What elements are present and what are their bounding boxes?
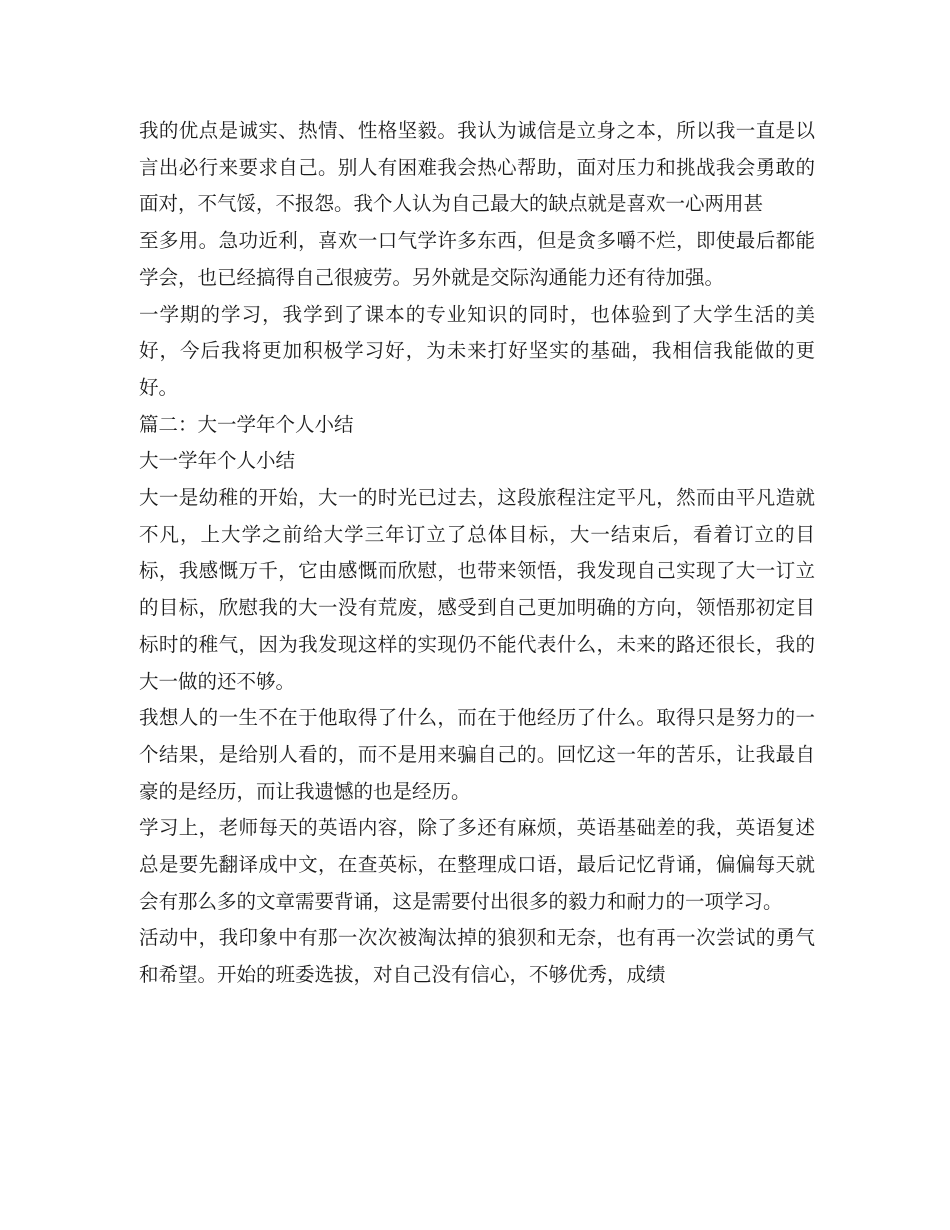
section-heading: 篇二：大一学年个人小结 [139,412,354,436]
paragraph-semester-summary: 一学期的学习，我学到了课本的专业知识的同时，也体验到了大学生活的美好，今后我将更加积极学习好，为未来打好坚实的基础，我相信我能做的更好。 [139,302,815,399]
paragraph-activities: 活动中，我印象中有那一次次被淘汰掉的狼狈和无奈，也有再一次尝试的勇气和希望。开始的班委选拔，对自己没有信心，不够优秀，成绩 [139,926,815,987]
paragraph-strengths: 我的优点是诚实、热情、性格坚毅。我认为诚信是立身之本，所以我一直是以言出必行来要求自己。别人有困难我会热心帮助，面对压力和挑战我会勇敢的面对，不气馁，不报怨。我个人认为自己最大的缺点就是喜欢一心两用甚 [139,119,815,216]
paragraph-life-experience: 我想人的一生不在于他取得了什么，而在于他经历了什么。取得只是努力的一个结果，是给别人看的，而不是用来骗自己的。回忆这一年的苦乐，让我最自豪的是经历，而让我遗憾的也是经历。 [139,706,815,803]
section-title: 大一学年个人小结 [139,449,296,473]
paragraph-weaknesses: 至多用。急功近利，喜欢一口气学许多东西，但是贪多嚼不烂，即使最后都能学会，也已经搞得自己很疲劳。另外就是交际沟通能力还有待加强。 [139,229,815,289]
document-body [139,113,815,994]
paragraph-freshman-year: 大一是幼稚的开始，大一的时光已过去，这段旅程注定平凡，然而由平凡造就不凡，上大学之前给大学三年订立了总体目标，大一结束后，看着订立的目标，我感慨万千，它由感慨而欣慰，也带来领悟，我发现自己实现了大一订立的目标，欣慰我的大一没有荒废，感受到自己更加明确的方向，领悟那初定目标时的稚气，因为我发现这样的实现仍不能代表什么，未来的路还很长，我的大一做的还不够。 [139,486,815,693]
paragraph-study: 学习上，老师每天的英语内容，除了多还有麻烦，英语基础差的我，英语复述总是要先翻译成中文，在查英标，在整理成口语，最后记忆背诵，偏偏每天就会有那么多的文章需要背诵，这是需要付出很多的毅力和耐力的一项学习。 [139,816,815,913]
